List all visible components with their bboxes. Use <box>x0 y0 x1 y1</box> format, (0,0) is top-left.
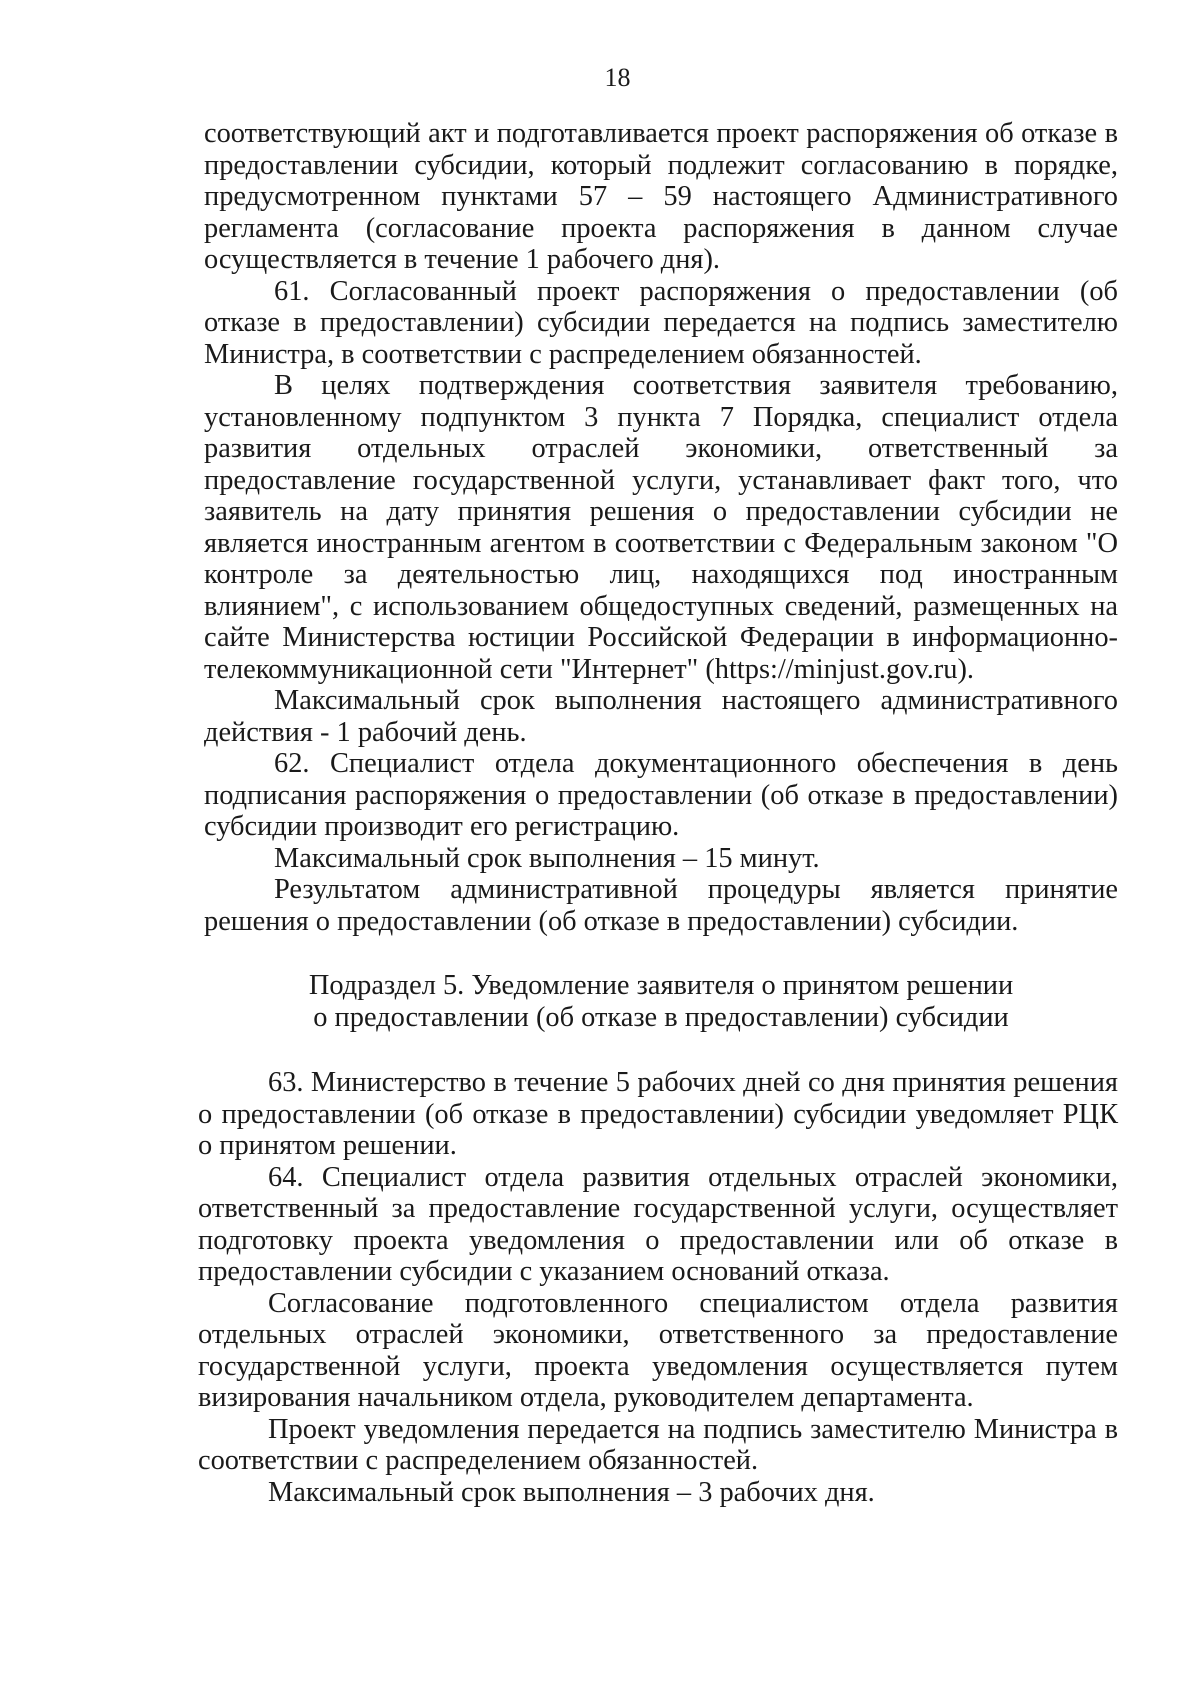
document-body <box>198 118 1118 1508</box>
paragraph-max-term-1: Максимальный срок выполнения настоящего административного действия - 1 рабочий день. <box>204 685 1118 748</box>
subsection-heading-line-1: Подраздел 5. Уведомление заявителя о принятом решении <box>308 970 1014 1001</box>
paragraph-foreign-agent-check: В целях подтверждения соответствия заявителя требованию, установленному подпунктом 3 пункта 7 Порядка, специалист отдела развития отдельных отраслей экономики, ответственный за предоставление государственной услуги, устанавливает факт того, что заявитель на дату принятия решения о предоставлении субсидии не является иностранным агентом в соответствии с Федеральным законом "О контроле за деятельностью лиц, находящихся под иностранным влиянием", с использованием общедоступных сведений, размещенных на сайте Министерства юстиции Российской Федерации в информационно-телекоммуникационной сети "Интернет" (https://minjust.gov.ru). <box>204 370 1118 685</box>
paragraph-signature: Проект уведомления передается на подпись заместителю Министра в соответствии с распределением обязанностей. <box>198 1413 1118 1476</box>
paragraph-max-term-2: Максимальный срок выполнения – 15 минут. <box>274 842 820 874</box>
paragraph-continuation: соответствующий акт и подготавливается проект распоряжения об отказе в предоставлении субсидии, который подлежит согласованию в порядке, предусмотренном пунктами 57 – 59 настоящего Административного регламента (согласование проекта распоряжения в данном случае осуществляется в течение 1 рабочего дня). <box>204 118 1118 275</box>
subsection-heading <box>204 970 1118 1033</box>
paragraph-approval: Согласование подготовленного специалистом отдела развития отдельных отраслей экономики, ответственного за предоставление государственной услуги, проекта уведомления осуществляется путем визирования начальником отдела, руководителем департамента. <box>198 1287 1118 1413</box>
paragraph-64: 64. Специалист отдела развития отдельных отраслей экономики, ответственный за предоставление государственной услуги, осуществляет подготовку проекта уведомления о предоставлении или об отказе в предоставлении субсидии с указанием оснований отказа. <box>198 1161 1118 1287</box>
paragraph-result: Результатом административной процедуры является принятие решения о предоставлении (об отказе в предоставлении) субсидии. <box>204 874 1118 937</box>
paragraph-61: 61. Согласованный проект распоряжения о предоставлении (об отказе в предоставлении) субсидии передается на подпись заместителю Министра, в соответствии с распределением обязанностей. <box>204 275 1118 370</box>
page-number: 18 <box>604 63 631 92</box>
paragraph-max-term-3: Максимальный срок выполнения – 3 рабочих дня. <box>268 1476 875 1508</box>
paragraph-62: 62. Специалист отдела документационного обеспечения в день подписания распоряжения о предоставлении (об отказе в предоставлении) субсидии производит его регистрацию. <box>204 748 1118 842</box>
subsection-heading-line-2: о предоставлении (об отказе в предоставлении) субсидии <box>313 1001 1009 1033</box>
paragraph-63: 63. Министерство в течение 5 рабочих дней со дня принятия решения о предоставлении (об отказе в предоставлении) субсидии уведомляет РЦК о принятом решении. <box>198 1067 1118 1161</box>
lower-section <box>198 1067 1118 1508</box>
